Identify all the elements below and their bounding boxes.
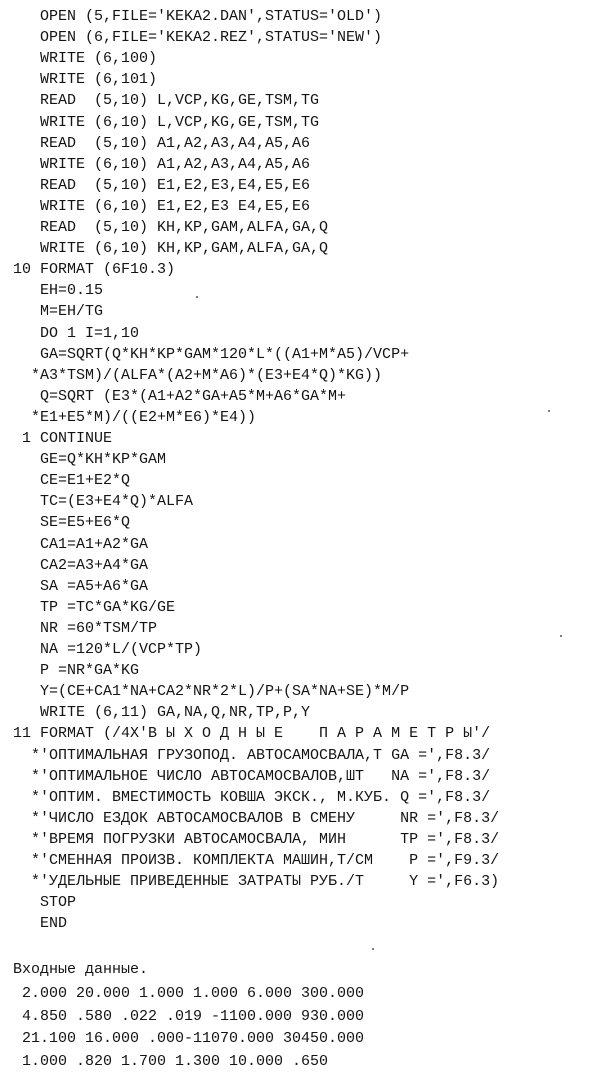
code-line: READ (5,10) E1,E2,E3,E4,E5,E6 — [4, 176, 311, 194]
code-line: DO 1 I=1,10 — [4, 324, 140, 342]
code-line: STOP — [4, 894, 77, 912]
code-line: OPEN (5,FILE='KEKA2.DAN',STATUS='OLD') — [4, 8, 383, 25]
code-line: *'ОПТИМ. ВМЕСТИМОСТЬ КОВША ЭКСК., М.КУБ. Q =',F8.3/ — [4, 788, 491, 806]
code-line: READ (5,10) KH,KP,GAM,ALFA,GA,Q — [4, 219, 329, 236]
scan-speck — [548, 410, 550, 412]
code-line: WRITE (6,10) KH,KP,GAM,ALFA,GA,Q — [4, 240, 329, 258]
code-line: READ (5,10) L,VCP,KG,GE,TSM,TG — [4, 92, 320, 110]
code-line: READ (5,10) A1,A2,A3,A4,A5,A6 — [4, 134, 311, 152]
code-line: GA=SQRT(Q*KH*KP*GAM*120*L*((A1+M*A5)/VCP+ — [4, 345, 410, 363]
code-line: CE=E1+E2*Q — [4, 472, 131, 490]
code-line: NA =120*L/(VCP*TP) — [4, 641, 203, 658]
code-line: *E1+E5*M)/((E2+M*E6)*E4)) — [4, 408, 257, 426]
scan-speck — [372, 948, 374, 950]
input-data-row: 1.000 .820 1.700 1.300 10.000 .650 — [4, 1052, 329, 1070]
code-line: *'ОПТИМАЛЬНОЕ ЧИСЛО АВТОСАМОСВАЛОВ,ШТ NA =',F8.3/ — [4, 767, 491, 785]
code-line: *'СМЕННАЯ ПРОИЗВ. КОМПЛЕКТА МАШИН,Т/СМ P =',F9.3/ — [4, 852, 500, 869]
code-line: *'ОПТИМАЛЬНАЯ ГРУЗОПОД. АВТОСАМОСВАЛА,Т GA =',F8.3/ — [4, 746, 491, 764]
code-line: TP =TC*GA*KG/GE — [4, 598, 176, 616]
code-line: 10 FORMAT (6F10.3) — [4, 261, 176, 279]
code-line: WRITE (6,100) — [4, 50, 158, 68]
code-line: SE=E5+E6*Q — [4, 514, 131, 532]
code-line: WRITE (6,101) — [4, 71, 158, 89]
code-line: *'ВРЕМЯ ПОГРУЗКИ АВТОСАМОСВАЛА, МИН TP =',F8.3/ — [4, 830, 500, 848]
code-line: CA1=A1+A2*GA — [4, 535, 149, 553]
code-line: *'ЧИСЛО ЕЗДОК АВТОСАМОСВАЛОВ В СМЕНУ NR =',F8.3/ — [4, 809, 500, 827]
code-line: NR =60*TSM/TP — [4, 619, 158, 637]
code-line: 11 FORMAT (/4X'В Ы Х О Д Н Ы Е П А Р А М Е Т Р Ы'/ — [4, 725, 491, 743]
code-line: SA =A5+A6*GA — [4, 577, 149, 595]
input-data-row: 2.000 20.000 1.000 1.000 6.000 300.000 — [4, 985, 365, 1002]
code-line: WRITE (6,10) L,VCP,KG,GE,TSM,TG — [4, 113, 320, 131]
scan-speck — [560, 635, 562, 637]
code-line: Q=SQRT (E3*(A1+A2*GA+A5*M+A6*GA*M+ — [4, 387, 347, 405]
code-line: P =NR*GA*KG — [4, 662, 140, 680]
code-line: CA2=A3+A4*GA — [4, 556, 149, 574]
input-data-row: 4.850 .580 .022 .019 -1100.000 930.000 — [4, 1007, 365, 1025]
code-line: END — [4, 915, 68, 933]
scan-speck — [196, 296, 198, 298]
code-line: GE=Q*KH*KP*GAM — [4, 451, 167, 469]
input-data-row: 21.100 16.000 .000-11070.000 30450.000 — [4, 1030, 365, 1047]
code-line: *'УДЕЛЬНЫЕ ПРИВЕДЕННЫЕ ЗАТРАТЫ РУБ./Т Y =',F6.3) — [4, 873, 500, 891]
input-data-title: Входные данные. — [4, 961, 149, 978]
code-line: WRITE (6,10) A1,A2,A3,A4,A5,A6 — [4, 155, 311, 173]
code-line: 1 CONTINUE — [4, 430, 113, 447]
code-line: WRITE (6,10) E1,E2,E3 E4,E5,E6 — [4, 197, 311, 215]
code-line: *A3*TSM)/(ALFA*(A2+M*A6)*(E3+E4*Q)*KG)) — [4, 366, 383, 384]
code-line: EH=0.15 — [4, 282, 104, 300]
code-line: TC=(E3+E4*Q)*ALFA — [4, 493, 194, 511]
code-line: OPEN (6,FILE='KEKA2.REZ',STATUS='NEW') — [4, 29, 383, 47]
code-line: WRITE (6,11) GA,NA,Q,NR,TP,P,Y — [4, 704, 311, 722]
code-line: M=EH/TG — [4, 303, 104, 321]
code-line: Y=(CE+CA1*NA+CA2*NR*2*L)/P+(SA*NA+SE)*M/P — [4, 683, 410, 701]
